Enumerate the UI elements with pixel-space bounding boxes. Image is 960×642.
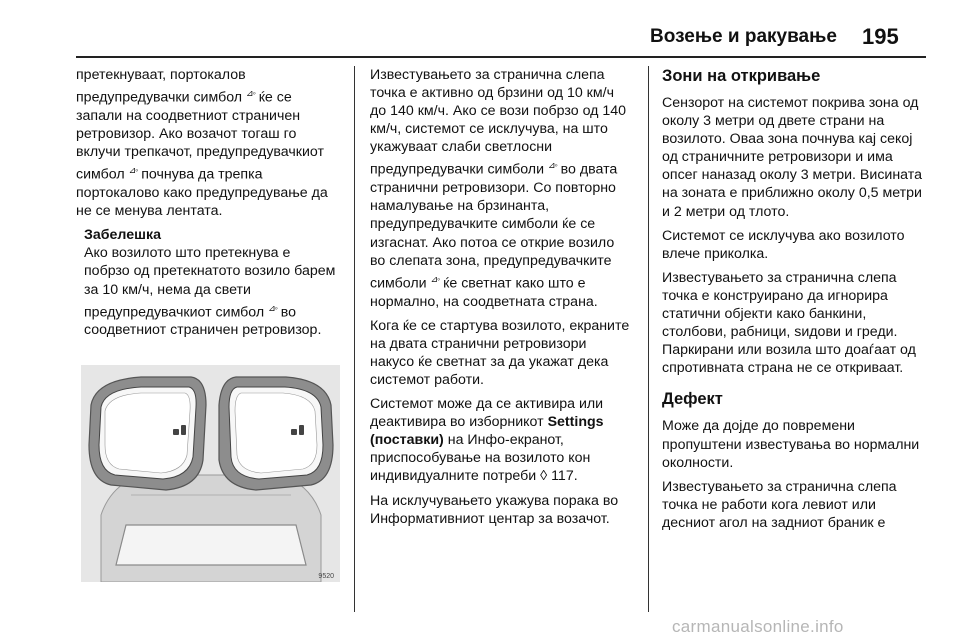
header-title: Возење и ракување (650, 26, 837, 47)
blind-spot-warning-icon: ⊿◦ (430, 273, 440, 284)
note-box (84, 226, 338, 339)
text: во соодветниот страничен ретровизор. (84, 304, 322, 339)
text: почнува да трепка портокалово како предупредување да не се менува лентата. (76, 166, 328, 220)
note-title: Забелешка (84, 227, 161, 244)
text: на Инфо-екранот, приспособување на возилото кон индивидуалните потреби (370, 432, 591, 485)
paragraph: Кога ќе се стартува возилото, екраните на двата странични ретровизори накусо ќе светнат за да укажат дека системот работи. (370, 317, 630, 388)
menu-reference: Settings (поставки) (370, 414, 604, 449)
text: ќе светнат како што е нормално, на соодветната страна. (370, 275, 598, 310)
page-number: 195 (862, 24, 899, 49)
column-middle (370, 66, 632, 534)
mirror-illustration-svg (81, 365, 340, 582)
text: Ако возилото што претекнува е побрзо од претекнатото возило барем за 10 км/ч, нема да свети предупредувачкиот симбол (84, 245, 336, 321)
paragraph (370, 66, 632, 311)
paragraph: Системот се исклучува ако возилото влече приколка. (662, 227, 905, 262)
paragraph: Известувањето за странична слепа точка е конструирано да игнорира статични објекти како банкини, столбови, рабници, ѕидови и греди. Паркирани или возила што доаѓаат од спротивната страна не се откриваат. (662, 269, 916, 377)
text: ќе се запали на соодветниот страничен ретровизор. Ако возачот тогаш го вклучи трепкачот, предупредувачкиот симбол (76, 89, 324, 183)
blind-spot-warning-icon: ⊿◦ (547, 160, 557, 171)
paragraph: Може да дојде до повремени пропуштени известувања во нормални околности. (662, 418, 920, 471)
text: Известувањето за странична слепа точка е активно од брзини од 10 км/ч до 140 км/ч. Ако се вози побрзо од 140 км/ч, системот се исклучува, на што укажуваат слаби светлосни предупредувачки симболи (370, 67, 627, 179)
paragraph (76, 66, 338, 220)
illustration-code: 9520 (318, 573, 334, 580)
paragraph: На исклучувањето укажува порака во Информативниот центар за возачот. (370, 492, 619, 527)
right-mirror (219, 377, 333, 490)
header-rule (76, 56, 926, 58)
mirror-illustration (81, 365, 340, 582)
section-heading: Зони на откривање (662, 67, 821, 85)
paragraph: Известувањето за странична слепа точка не работи кога левиот или десниот агол на задниот браник е (662, 478, 897, 531)
reference-arrow-icon: ◊ (540, 468, 548, 485)
blind-spot-warning-icon: ⊿◦ (246, 88, 255, 99)
left-mirror (89, 377, 206, 490)
text: претекнуваат, портокалов предупредувачки симбол (76, 67, 246, 106)
blind-spot-warning-icon: ⊿◦ (268, 302, 277, 313)
column-right (662, 66, 932, 538)
text: во двата странични ретровизори. Со повторно намалување на брзинанта, предупредувачките симболи ќе се изгаснат. Ако потоа се открие возило во слепата зона, предупредувачките симболи (370, 162, 618, 292)
column-divider (354, 66, 355, 612)
note-text (84, 244, 338, 339)
page-reference[interactable]: 117. (551, 468, 578, 485)
paragraph: Сензорот на системот покрива зона од околу 3 метри од двете страни на возилото. Оваа зона почнува кај секој од страничните ретровизори и има опсег наназад околу 3 метри. Висината на зоната е приближно околу 0,5 метри и 2 метри од тлото. (662, 95, 922, 220)
paragraph (370, 395, 632, 485)
column-left (76, 66, 338, 346)
watermark: carmanualsonline.info (672, 617, 844, 636)
text: Системот може да се активира или деактивира во изборникот (370, 396, 604, 431)
blind-spot-warning-icon: ⊿◦ (128, 165, 138, 176)
section-heading: Дефект (662, 390, 723, 409)
column-divider (648, 66, 649, 612)
